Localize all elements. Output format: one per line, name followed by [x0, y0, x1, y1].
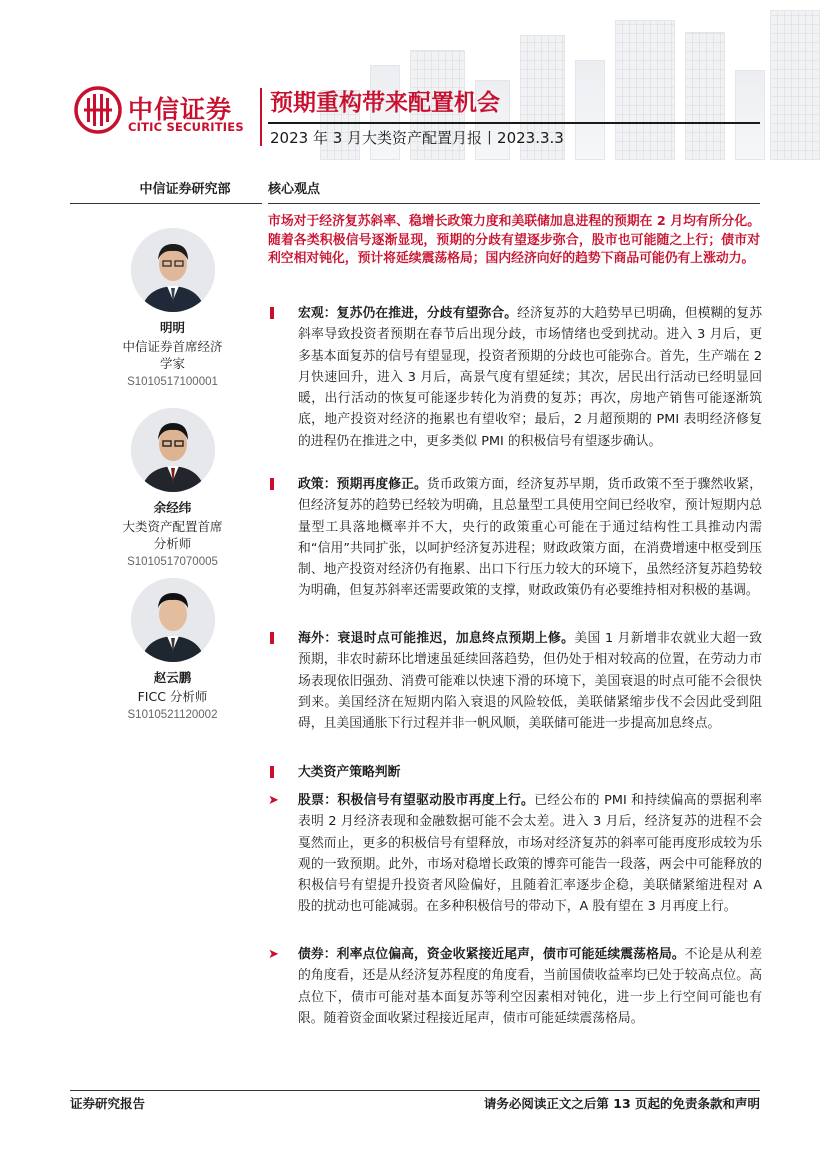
footer-report-type: 证券研究报告 [70, 1096, 146, 1111]
logo-chinese-name: 中信证券 [128, 95, 233, 124]
company-logo [74, 86, 252, 134]
analyst-card [100, 228, 245, 392]
sidebar-heading: 中信证券研究部 [139, 182, 231, 197]
analyst-role: 学家 [159, 356, 185, 371]
footer-disclaimer: 请务必阅读正文之后第 13 页起的免责条款和声明 [483, 1096, 760, 1111]
title-rule [268, 122, 760, 124]
main-heading: 核心观点 [268, 182, 321, 197]
footer-rule [70, 1090, 760, 1091]
analyst-name: 赵云鹏 [153, 670, 192, 685]
avatar [131, 228, 215, 312]
analyst-role: FICC 分析师 [137, 689, 208, 704]
arrow-bullet-icon: ➤ [268, 793, 279, 808]
sidebar-rule [70, 203, 262, 204]
section-bonds [268, 944, 762, 1029]
header-divider [260, 88, 262, 146]
bullet-marker [270, 632, 274, 644]
analyst-photo-icon [131, 228, 215, 312]
analyst-license-id: S1010521120002 [127, 709, 218, 721]
section-policy [268, 474, 762, 602]
section-lead: 政策：预期再度修正。 [298, 477, 427, 492]
citic-logo-icon [74, 86, 122, 134]
bullet-marker [270, 478, 274, 490]
analyst-name: 余经纬 [153, 500, 192, 515]
arrow-bullet-icon: ➤ [268, 947, 279, 962]
bullet-marker [270, 766, 274, 778]
section-macro [268, 303, 762, 452]
analyst-role: 大类资产配置首席 [122, 519, 223, 534]
analyst-photo-icon [131, 578, 215, 662]
summary-paragraph: 市场对于经济复苏斜率、稳增长政策力度和美联储加息进程的预期在 2 月均有所分化。随着各类积极信号逐渐显现，预期的分歧有望逐步弥合，股市也可能随之上行；债市对利空相对钝化，预计将延续震荡格局；国内经济向好的趋势下商品可能仍有上涨动力。 [268, 214, 760, 266]
avatar [131, 408, 215, 492]
section-text: 美国 1 月新增非农就业大超一致预期，非农时薪环比增速虽延续回落趋势，但仍处于相对较高的位置，在劳动力市场表现依旧强劲、消费可能难以快速下滑的环境下，美国衰退的时点可能不会很快到来。美国经济在短期内陷入衰退的风险较低，美联储紧缩步伐不会因此受到阻碍，且美国通胀下行过程并非一帆风顺，美联储可能进一步提高加息终点。 [298, 631, 762, 732]
bullet-marker [270, 307, 274, 319]
section-lead: 债券：利率点位偏高，资金收紧接近尾声，债市可能延续震荡格局。 [298, 947, 685, 962]
logo-english-name: CITIC SECURITIES [128, 120, 244, 134]
analyst-role: 分析师 [153, 536, 192, 551]
section-lead: 宏观：复苏仍在推进，分歧有望弥合。 [298, 306, 518, 321]
analyst-role: 中信证券首席经济 [122, 339, 223, 354]
section-text: 经济复苏的大趋势早已明确，但模糊的复苏斜率导致投资者预期在春节后出现分歧，市场情绪也受到扰动。进入 3 月后，更多基本面复苏的信号有望显现，投资者预期的分歧也可能弥合。首先，生产端在 2 月快速回升，进入 3 月后，高景气度有望延续；其次，居民出行活动已经明显回暖，出行活动的恢复可能逐步转化为消费的复苏；再次，房地产销售可能逐渐筑底，地产投资对经济的拖累也有望收窄；最后，2 月超预期的 PMI 表明经济修复的进程仍在推进之中，更多类似 PMI 的积极信号有望逐步确认。 [298, 306, 763, 449]
analyst-photo-icon [131, 408, 215, 492]
analyst-name: 明明 [159, 320, 185, 335]
section-stocks [268, 790, 762, 918]
section-strategy-heading [268, 762, 762, 783]
section-text: 货币政策方面，经济复苏早期，货币政策不至于骤然收紧，但经济复苏的趋势已经较为明确，且总量型工具使用空间已经收窄，预计短期内总量型工具落地概率并不大，央行的政策重心可能在于通过结构性工具推动内需和“信用”共同扩张，以呵护经济复苏进程；财政政策方面，在消费增速中枢受到压制、地产投资对经济仍有拖累、出口下行压力较大的环境下，虽然经济复苏趋势较为明确，但复苏斜率还需要政策的支撑，财政政策仍有必要维持相对积极的基调。 [298, 477, 763, 599]
avatar [131, 578, 215, 662]
page-title: 预期重构带来配置机会 [270, 90, 500, 116]
analyst-card [100, 578, 245, 725]
main-rule [268, 203, 760, 204]
section-overseas [268, 628, 762, 734]
section-lead: 大类资产策略判断 [298, 765, 401, 780]
section-lead: 股票：积极信号有望驱动股市再度上行。 [298, 793, 535, 808]
analyst-card [100, 408, 245, 572]
analyst-license-id: S1010517100001 [127, 376, 218, 388]
analyst-license-id: S1010517070005 [127, 556, 218, 568]
section-lead: 海外：衰退时点可能推迟，加息终点预期上修。 [298, 631, 575, 646]
section-text: 不论是从利差的角度看，还是从经济复苏程度的角度看，当前国债收益率均已处于较高点位。高点位下，债市可能对基本面复苏等利空因素相对钝化，进一步上行空间可能也有限。随着资金面收紧过程接近尾声，债市可能延续震荡格局。 [298, 947, 763, 1026]
section-text: 已经公布的 PMI 和持续偏高的票据利率表明 2 月经济表现和金融数据可能不会太差。进入 3 月后，经济复苏的进程不会戛然而止，更多的积极信号有望释放，市场对经济复苏的斜率可能再度形成较为乐观的一致预期。此外，市场对稳增长政策的博弈可能告一段落，两会中可能释放的积极信号有望提升投资者风险偏好，且随着汇率逐步企稳，美联储紧缩进程对 A 股的扰动也可能减弱。在多种积极信号的带动下，A 股有望在 3 月再度上行。 [298, 793, 762, 915]
page-subtitle: 2023 年 3 月大类资产配置月报丨2023.3.3 [270, 129, 564, 147]
